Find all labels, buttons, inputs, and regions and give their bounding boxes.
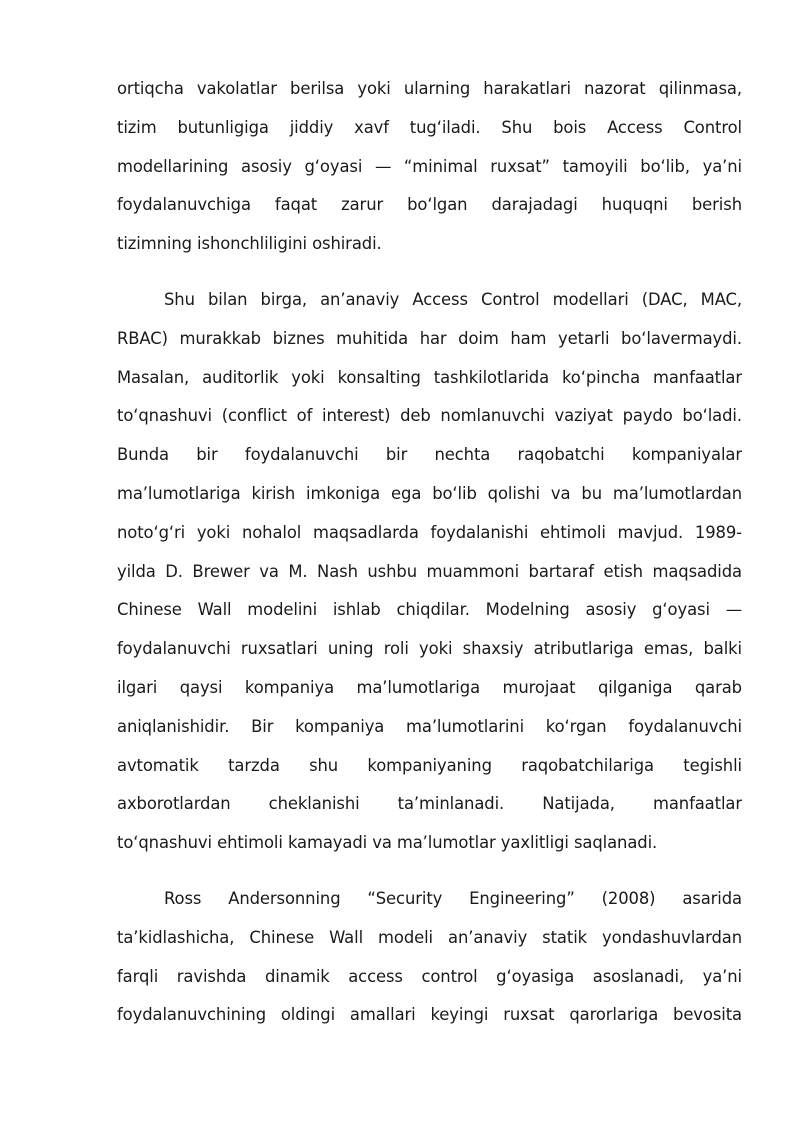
text-line: Ross Andersonning “Security Engineering” (2008) asarida: [164, 888, 742, 908]
text-line: Bunda bir foydalanuvchi bir nechta raqobatchi kompaniyalar: [117, 445, 742, 465]
text-line: ilgari qaysi kompaniya ma’lumotlariga murojaat qilganiga qarab: [117, 677, 742, 697]
text-line: farqli ravishda dinamik access control g‘oyasiga asoslanadi, ya’ni: [117, 966, 742, 986]
text-line: RBAC) murakkab biznes muhitida har doim ham yetarli bo‘lavermaydi.: [117, 328, 742, 348]
paragraph-2: [117, 281, 742, 863]
text-line: Shu bilan birga, an’anaviy Access Control modellari (DAC, MAC,: [164, 289, 742, 309]
paragraph-1: [117, 70, 742, 264]
text-line: tizimning ishonchliligini oshiradi.: [117, 234, 382, 254]
text-line: Chinese Wall modelini ishlab chiqdilar. Modelning asosiy g‘oyasi —: [117, 600, 742, 620]
text-line: yilda D. Brewer va M. Nash ushbu muammoni bartaraf etish maqsadida: [117, 561, 742, 581]
document-page: [117, 70, 742, 1035]
text-line: foydalanuvchining oldingi amallari keyingi ruxsat qarorlariga bevosita: [117, 1005, 742, 1025]
text-line: aniqlanishidir. Bir kompaniya ma’lumotlarini ko‘rgan foydalanuvchi: [117, 716, 742, 736]
text-line: tizim butunligiga jiddiy xavf tug‘iladi. Shu bois Access Control: [117, 117, 742, 137]
text-line: avtomatik tarzda shu kompaniyaning raqobatchilariga tegishli: [117, 755, 742, 775]
text-line: ortiqcha vakolatlar berilsa yoki ularning harakatlari nazorat qilinmasa,: [117, 79, 742, 98]
text-line: ma’lumotlariga kirish imkoniga ega bo‘lib qolishi va bu ma’lumotlardan: [117, 483, 742, 503]
text-line: foydalanuvchiga faqat zarur bo‘lgan darajadagi huquqni berish: [117, 195, 742, 215]
text-line: ta’kidlashicha, Chinese Wall modeli an’anaviy statik yondashuvlardan: [117, 927, 742, 947]
text-line: noto‘g‘ri yoki nohalol maqsadlarda foydalanishi ehtimoli mavjud. 1989-: [117, 522, 742, 542]
text-line: to‘qnashuvi (conflict of interest) deb nomlanuvchi vaziyat paydo bo‘ladi.: [117, 406, 742, 426]
text-line: axborotlardan cheklanishi ta’minlanadi. Natijada, manfaatlar: [117, 794, 742, 814]
text-line: foydalanuvchi ruxsatlari uning roli yoki shaxsiy atributlariga emas, balki: [117, 639, 742, 659]
text-line: Masalan, auditorlik yoki konsalting tashkilotlarida ko‘pincha manfaatlar: [117, 367, 742, 387]
text-line: modellarining asosiy g‘oyasi — “minimal ruxsat” tamoyili bo‘lib, ya’ni: [117, 156, 742, 176]
text-line: to‘qnashuvi ehtimoli kamayadi va ma’lumotlar yaxlitligi saqlanadi.: [117, 833, 658, 853]
paragraph-3: [117, 880, 742, 1035]
